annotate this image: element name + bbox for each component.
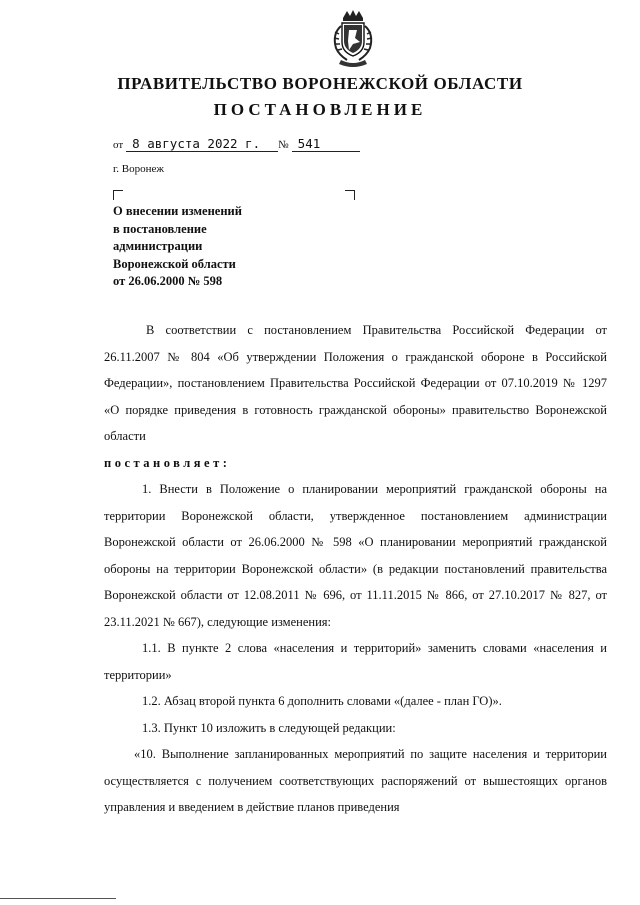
quote-10-paragraph: «10. Выполнение запланированных мероприятий по защите населения и территории осуществляется с получением соответствующих распоряжений от вышестоящих органов управления и введением в действие планов приведения [104,747,607,814]
coat-of-arms-icon [327,8,379,70]
date-number-row [113,137,360,153]
resolves-word: постановляет: [104,455,231,470]
subject-line: администрации [113,239,203,253]
subject-line: Воронежской области [113,256,236,271]
document-type-heading: ПОСТАНОВЛЕНИЕ [213,100,427,119]
footer-divider [0,898,116,899]
date-prefix: от [113,139,124,151]
item-1-3-paragraph: 1.3. Пункт 10 изложить в следующей редакции: [142,720,396,735]
subject-bracket-right [345,190,355,200]
item-1-1-paragraph: 1.1. В пункте 2 слова «населения и территорий» заменить словами «населения и территории» [104,641,607,682]
preamble-paragraph: В соответствии с постановлением Правительства Российской Федерации от 26.11.2007 № 804 «Об утверждении Положения о гражданской обороне в Российской Федерации», постановлением Правительства Российской Федерации от 07.10.2019 № 1297 «О порядке приведения в готовность гражданской обороны» правительство Воронежской области [104,323,607,443]
item-1-paragraph: 1. Внести в Положение о планировании мероприятий гражданской обороны на территории Воронежской области, утвержденное постановлением администрации Воронежской области от 26.06.2000 № 598 «О планировании мероприятий гражданской обороны на территории Воронежской области» (в редакции постановлений правительства Воронежской области от 12.08.2011 № 696, от 11.11.2015 № 866, от 27.10.2017 № 827, от 23.11.2021 № 667), следующие изменения: [104,482,607,629]
subject-line: от 26.06.2000 № 598 [113,274,223,288]
document-body [104,317,607,821]
subject-bracket-left [113,190,123,200]
organization-title: ПРАВИТЕЛЬСТВО ВОРОНЕЖСКОЙ ОБЛАСТИ [117,74,523,93]
document-number: 541 [292,137,360,152]
document-date: 8 августа 2022 г. [126,137,278,152]
city-label: г. Воронеж [113,163,164,175]
subject-line: О внесении изменений [113,204,242,218]
number-prefix: № [278,139,289,151]
subject-line: в постановление [113,221,207,236]
document-subject [113,203,313,291]
item-1-2-paragraph: 1.2. Абзац второй пункта 6 дополнить словами «(далее - план ГО)». [142,694,502,708]
